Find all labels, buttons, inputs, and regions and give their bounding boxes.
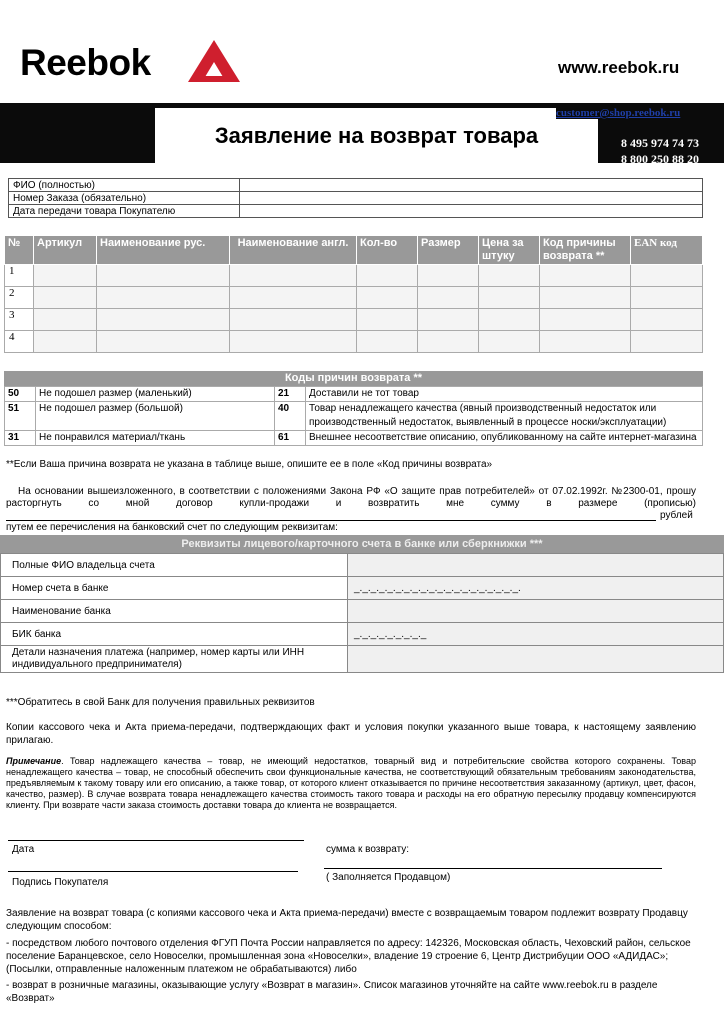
- code: 61: [275, 431, 306, 446]
- brand-logo-text: Reebok: [20, 42, 151, 83]
- table-row: [5, 287, 703, 309]
- info-label-order: Номер Заказа (обязательно): [9, 192, 240, 205]
- bank-note: ***Обратитесь в свой Банк для получения правильных реквизитов: [6, 697, 315, 708]
- table-row: [5, 309, 703, 331]
- info-value-order[interactable]: [240, 192, 703, 205]
- code: 51: [5, 402, 36, 431]
- remark-text: . Товар надлежащего качества – товар, не имеющий недостатков, товарный вид и потребительские свойства которого сохранены. Товар ненадлежащего качества – товар, не способный обеспечить свои функциональные качества, не соответствующий обязательным требованиям законодательства, предъявляемым к такому товару или его описанию, а также товар, от которого клиент отказывается по причине несоответствия заказанному (артикул, цвет, фасон, качество, размер). В случае возврата товара ненадлежащего качества стоимость такого товара и расходы на его обратную пересылку продавцу компенсируются клиенту. При возврате части заказа стоимость доставки товара до клиента не возвращается.: [6, 756, 696, 810]
- code-text: Доставили не тот товар: [306, 387, 703, 402]
- cell[interactable]: [357, 265, 418, 287]
- cell[interactable]: [540, 287, 631, 309]
- code-text: Внешнее несоответствие описанию, опубликованному на сайте интернет-магазина: [306, 431, 703, 446]
- cell[interactable]: [631, 287, 703, 309]
- phone-1: 8 495 974 74 73: [621, 136, 699, 150]
- return-intro: Заявление на возврат товара (с копиями кассового чека и Акта приема-передачи) вместе с возвращаемым товаром подлежит возврату Продавцу следующим способом:: [6, 908, 688, 932]
- return-post: - посредством любого почтового отделения ФГУП Почта России направляется по адресу: 142326, Московская область, Чеховский район, сельское поселение Баранцевское, село Новоселки, промышленная зона «Новоселки», владение 19 строение 6, Центр Дистрибуции ООО «АДИДАС»; (Посылки, отправленные наложенным платежом не обрабатываются) либо: [6, 938, 691, 975]
- cell[interactable]: [34, 265, 97, 287]
- bank-label: БИК банка: [1, 623, 348, 646]
- cell[interactable]: [540, 309, 631, 331]
- bank-label: Наименование банка: [1, 600, 348, 623]
- info-row: [9, 179, 703, 192]
- cell[interactable]: [357, 287, 418, 309]
- row-number: 2: [5, 287, 34, 309]
- date-line[interactable]: [8, 840, 304, 841]
- page-title: Заявление на возврат товара: [155, 108, 598, 163]
- cell[interactable]: [230, 287, 357, 309]
- cell[interactable]: [357, 331, 418, 353]
- cell[interactable]: [479, 265, 540, 287]
- reason-codes-title: Коды причин возврата **: [4, 371, 703, 386]
- cell[interactable]: [418, 309, 479, 331]
- col-number: №: [5, 236, 34, 265]
- bank-value[interactable]: [348, 646, 724, 673]
- amount-label: сумма к возврату:: [326, 844, 410, 855]
- col-name-ru: Наименование рус.: [97, 236, 230, 265]
- info-row: [9, 205, 703, 218]
- code: 21: [275, 387, 306, 402]
- filled-by-seller: ( Заполняется Продавцом): [326, 872, 451, 883]
- code-row: [5, 387, 703, 402]
- cell[interactable]: [479, 287, 540, 309]
- customer-info-table: [8, 178, 703, 218]
- col-size: Размер: [418, 236, 479, 265]
- info-value-name[interactable]: [240, 179, 703, 192]
- cell[interactable]: [418, 287, 479, 309]
- row-number: 4: [5, 331, 34, 353]
- signature-line[interactable]: [8, 871, 298, 872]
- date-label: Дата: [12, 844, 35, 855]
- cell[interactable]: [34, 309, 97, 331]
- bank-label: Детали назначения платежа (например, номер карты или ИНН индивидуального предпринимателя): [1, 646, 348, 673]
- bank-details-table: [0, 553, 724, 673]
- bank-value[interactable]: [348, 554, 724, 577]
- cell[interactable]: [418, 331, 479, 353]
- return-stores: - возврат в розничные магазины, оказывающие услугу «Возврат в магазин». Список магазинов уточняйте на сайте www.reebok.ru в разделе «Возврат»: [6, 980, 658, 1004]
- bank-row: [1, 577, 724, 600]
- cell[interactable]: [631, 309, 703, 331]
- info-value-date[interactable]: [240, 205, 703, 218]
- reason-codes-table: [4, 386, 703, 446]
- table-row: [5, 265, 703, 287]
- cell[interactable]: [230, 331, 357, 353]
- cell[interactable]: [631, 331, 703, 353]
- bank-row: [1, 600, 724, 623]
- row-number: 3: [5, 309, 34, 331]
- code-text: Не понравился материал/ткань: [36, 431, 275, 446]
- cell[interactable]: [631, 265, 703, 287]
- cell[interactable]: [97, 287, 230, 309]
- cell[interactable]: [97, 331, 230, 353]
- code-row: [5, 402, 703, 431]
- bank-row: [1, 554, 724, 577]
- cell[interactable]: [97, 265, 230, 287]
- copies-text: Копии кассового чека и Акта приема-передачи, подтверждающих факт и условия покупки указанного выше товара, к настоящему заявлению прилагаю.: [6, 722, 696, 746]
- phone-2: 8 800 250 88 20: [621, 152, 699, 166]
- code: 50: [5, 387, 36, 402]
- bank-row: [1, 623, 724, 646]
- basis-line-3: путем ее перечисления на банковский счет по следующим реквизитам:: [6, 522, 338, 533]
- cell[interactable]: [540, 265, 631, 287]
- cell[interactable]: [479, 331, 540, 353]
- col-name-en: Наименование англ.: [230, 236, 357, 265]
- bank-value[interactable]: _._._._._._._._._._._._._._._._._._._._.: [348, 577, 724, 600]
- code: 31: [5, 431, 36, 446]
- col-qty: Кол-во: [357, 236, 418, 265]
- amount-to-return-line[interactable]: [324, 868, 662, 869]
- cell[interactable]: [34, 287, 97, 309]
- site-url[interactable]: www.reebok.ru: [558, 58, 680, 77]
- cell[interactable]: [230, 265, 357, 287]
- code: 40: [275, 402, 306, 431]
- cell[interactable]: [540, 331, 631, 353]
- bank-label: Полные ФИО владельца счета: [1, 554, 348, 577]
- cell[interactable]: [479, 309, 540, 331]
- signature-label: Подпись Покупателя: [12, 877, 109, 888]
- table-row: [5, 331, 703, 353]
- info-label-date: Дата передачи товара Покупателю: [9, 205, 240, 218]
- bank-details-title: Реквизиты лицевого/карточного счета в банке или сберкнижки ***: [0, 535, 724, 553]
- row-number: 1: [5, 265, 34, 287]
- code-row: [5, 431, 703, 446]
- bank-value[interactable]: [348, 600, 724, 623]
- reebok-delta-logo-icon: [188, 40, 240, 84]
- code-text: Не подошел размер (маленький): [36, 387, 275, 402]
- basis-rubles: рублей: [660, 510, 693, 521]
- col-reason-code: Код причины возврата **: [540, 236, 631, 265]
- bank-label: Номер счета в банке: [1, 577, 348, 600]
- col-ean: EAN код: [631, 236, 703, 265]
- info-row: [9, 192, 703, 205]
- code-text: Не подошел размер (большой): [36, 402, 275, 431]
- remark-label: Примечание: [6, 756, 62, 766]
- code-text: Товар ненадлежащего качества (явный производственный недостаток или производственный недостаток, выявленный в процессе носки/эксплуатации): [306, 402, 703, 431]
- items-table: [4, 235, 703, 353]
- cell[interactable]: [418, 265, 479, 287]
- cell[interactable]: [34, 331, 97, 353]
- cell[interactable]: [97, 309, 230, 331]
- bank-value[interactable]: _._._._._._._._._: [348, 623, 724, 646]
- bank-row: [1, 646, 724, 673]
- col-article: Артикул: [34, 236, 97, 265]
- cell[interactable]: [357, 309, 418, 331]
- email-link[interactable]: customer@shop.reebok.ru: [556, 107, 681, 119]
- basis-line-2: расторгнуть со мной договор купли-продажи и возвратить мне сумму в размере (прописью): [6, 498, 696, 509]
- info-label-name: ФИО (полностью): [9, 179, 240, 192]
- remark-block: [6, 756, 696, 811]
- items-header-row: [5, 236, 703, 265]
- col-price: Цена за штуку: [479, 236, 540, 265]
- reason-note: **Если Ваша причина возврата не указана в таблице выше, опишите ее в поле «Код причины возврата»: [6, 459, 493, 470]
- basis-line-1: На основании вышеизложенного, в соответствии с положениями Закона РФ «О защите прав потребителей» от 07.02.1992г. №2300-01, прошу: [18, 486, 696, 497]
- cell[interactable]: [230, 309, 357, 331]
